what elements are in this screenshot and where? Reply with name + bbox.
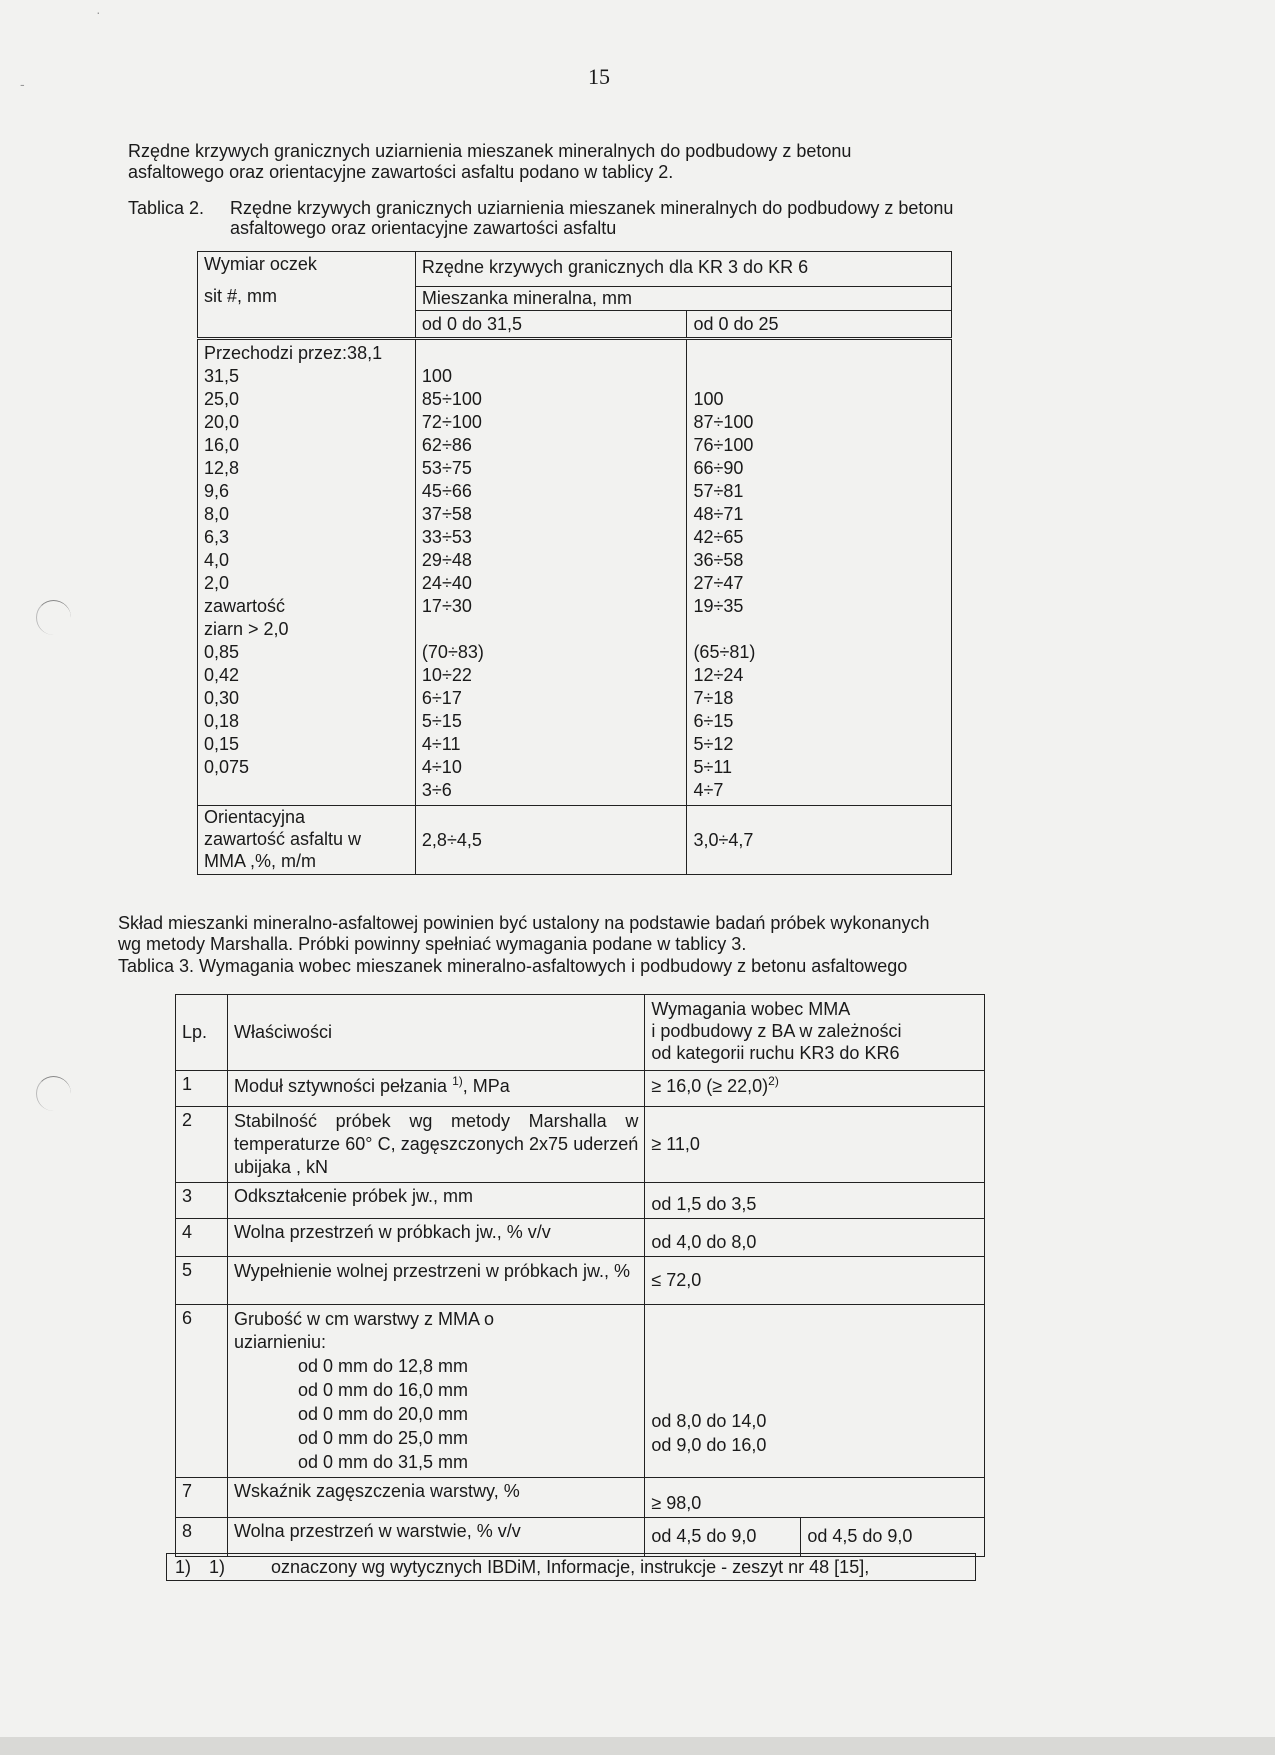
value-cell: 29÷48 <box>421 550 472 570</box>
sieve-cell: 0,85 <box>204 642 240 662</box>
value-cell: 5÷11 <box>693 757 733 777</box>
value-cell: 33÷53 <box>421 527 472 547</box>
value-cell: 42÷65 <box>693 527 744 547</box>
requirement-line: od 9,0 do 16,0 <box>651 1435 767 1455</box>
col-header-25: od 0 do 25 <box>687 311 952 339</box>
sieve-header-cell <box>198 252 416 339</box>
value-cell: 6÷17 <box>421 688 462 708</box>
value-cell: 12÷24 <box>693 665 744 685</box>
table-row <box>176 1478 985 1518</box>
requirement-a: od 4,5 do 9,0 <box>645 1518 801 1556</box>
intro-line: Rzędne krzywych granicznych uziarnienia mieszanek mineralnych do podbudowy z betonu <box>128 141 852 161</box>
asphalt-label-line: zawartość asfaltu w <box>204 829 362 849</box>
group-header: Rzędne krzywych granicznych dla KR 3 do KR 6 <box>415 252 951 287</box>
sieve-cell: 25,0 <box>204 389 240 409</box>
value-cell: 100 <box>421 366 452 386</box>
header-req-line: od kategorii ruchu KR3 do KR6 <box>651 1043 900 1063</box>
property-line: uziarnieniu: <box>233 1332 327 1352</box>
header-req-line: Wymagania wobec MMA <box>651 999 851 1019</box>
footnote-ref: 2) <box>768 1074 779 1088</box>
requirement-text: ≥ 16,0 (≥ 22,0) <box>651 1076 769 1096</box>
gradation-item: od 0 mm do 25,0 mm <box>297 1428 469 1448</box>
asphalt-label-line: MMA ,%, m/m <box>204 851 316 871</box>
footnote-text: oznaczony wg wytycznych IBDiM, Informacje, instrukcje - zeszyt nr 48 [15], <box>271 1557 870 1577</box>
row-requirement: ≥ 11,0 <box>645 1107 985 1183</box>
table-row <box>176 1257 985 1305</box>
gradation-item: od 0 mm do 12,8 mm <box>297 1356 469 1376</box>
row-property <box>227 1305 644 1478</box>
sieve-cell: 9,6 <box>204 481 230 501</box>
value-cell: 19÷35 <box>693 596 744 616</box>
row-lp: 4 <box>176 1219 228 1257</box>
footnote-mark: 1) <box>175 1557 192 1577</box>
value-cell: (70÷83) <box>421 642 484 662</box>
value-cell: 6÷15 <box>693 711 734 731</box>
footnote-ref: 1) <box>452 1074 463 1088</box>
sieve-cell: 12,8 <box>204 458 240 478</box>
row-lp: 1 <box>176 1071 228 1107</box>
row-property: Wolna przestrzeń w warstwie, % v/v <box>227 1518 644 1557</box>
value-cell: 10÷22 <box>421 665 472 685</box>
punch-hole-mark <box>36 1076 71 1111</box>
scan-speck: - <box>20 76 25 92</box>
row-requirement <box>645 1518 985 1557</box>
row-property <box>227 1071 644 1107</box>
value-cell: 76÷100 <box>693 435 754 455</box>
requirement-b: od 4,5 do 9,0 <box>807 1526 913 1546</box>
row-lp: 8 <box>176 1518 228 1557</box>
subgroup-header: Mieszanka mineralna, mm <box>415 287 951 311</box>
sieve-cell: 0,075 <box>204 757 250 777</box>
row-lp: 2 <box>176 1107 228 1183</box>
footnote-mark: 1) <box>209 1557 226 1577</box>
caption-line: asfaltowego oraz orientacyjne zawartości asfaltu <box>230 218 617 238</box>
row-requirement <box>645 1071 985 1107</box>
sieve-cell: 0,42 <box>204 665 240 685</box>
value-cell: 72÷100 <box>421 412 482 432</box>
punch-hole-mark <box>36 600 71 635</box>
value-cell: 3÷6 <box>421 780 452 800</box>
requirement-line: od 8,0 do 14,0 <box>651 1411 767 1431</box>
header-requirements <box>645 995 985 1071</box>
row-requirement: ≤ 72,0 <box>645 1257 985 1305</box>
footnote <box>166 1553 976 1581</box>
table-2 <box>197 251 952 875</box>
value-cell: 48÷71 <box>693 504 744 524</box>
caption-line: Rzędne krzywych granicznych uziarnienia mieszanek mineralnych do podbudowy z betonu <box>230 198 954 218</box>
intro-paragraph <box>128 141 851 183</box>
values-col-31-5 <box>415 339 687 806</box>
sieve-cell: 8,0 <box>204 504 230 524</box>
property-line: Grubość w cm warstwy z MMA o <box>233 1309 494 1329</box>
value-cell: 17÷30 <box>421 596 472 616</box>
table-3 <box>175 994 985 1557</box>
row-property: Wskaźnik zagęszczenia warstwy, % <box>227 1478 644 1518</box>
table-row <box>176 1305 985 1478</box>
property-unit: , MPa <box>462 1076 510 1096</box>
sieve-header-line: sit #, mm <box>204 286 278 306</box>
value-cell: 7÷18 <box>693 688 734 708</box>
table-row <box>176 1219 985 1257</box>
row-lp: 5 <box>176 1257 228 1305</box>
scan-edge <box>0 1737 1275 1755</box>
sieve-cell: 2,0 <box>204 573 230 593</box>
middle-line: Skład mieszanki mineralno-asfaltowej powinien być ustalony na podstawie badań próbek wykonanych <box>118 913 930 933</box>
asphalt-label <box>198 806 416 875</box>
asphalt-value-31-5: 2,8÷4,5 <box>415 806 687 875</box>
value-cell: 100 <box>693 389 724 409</box>
table-row <box>176 1107 985 1183</box>
page-number: 15 <box>588 64 610 89</box>
value-cell: 37÷58 <box>421 504 472 524</box>
sieve-cell: 6,3 <box>204 527 230 547</box>
value-cell: 4÷11 <box>421 734 461 754</box>
table-row <box>176 1071 985 1107</box>
table3-caption: Tablica 3. Wymagania wobec mieszanek mineralno-asfaltowych i podbudowy z betonu asfaltowego <box>118 956 908 976</box>
header-property: Właściwości <box>227 995 644 1071</box>
row-requirement: od 1,5 do 3,5 <box>645 1183 985 1219</box>
sieve-cell: 0,18 <box>204 711 240 731</box>
gradation-item: od 0 mm do 16,0 mm <box>297 1380 469 1400</box>
row-lp: 6 <box>176 1305 228 1478</box>
middle-line: wg metody Marshalla. Próbki powinny spełniać wymagania podane w tablicy 3. <box>118 934 747 954</box>
sieve-cell: 0,15 <box>204 734 240 754</box>
table2-caption <box>230 198 953 238</box>
sieve-list <box>198 339 416 806</box>
table-row <box>176 1183 985 1219</box>
sieve-cell: zawartość <box>204 596 286 616</box>
sieve-cell: Przechodzi przez:38,1 <box>204 343 383 363</box>
row-property: Wolna przestrzeń w próbkach jw., % v/v <box>227 1219 644 1257</box>
row-requirement: ≥ 98,0 <box>645 1478 985 1518</box>
value-cell: 85÷100 <box>421 389 482 409</box>
sieve-cell: 16,0 <box>204 435 240 455</box>
intro-line: asfaltowego oraz orientacyjne zawartości asfaltu podano w tablicy 2. <box>128 162 674 182</box>
sieve-cell: 20,0 <box>204 412 240 432</box>
sieve-header-line: Wymiar oczek <box>204 254 317 274</box>
values-col-25 <box>687 339 952 806</box>
row-requirement: od 4,0 do 8,0 <box>645 1219 985 1257</box>
header-req-line: i podbudowy z BA w zależności <box>651 1021 902 1041</box>
row-lp: 3 <box>176 1183 228 1219</box>
sieve-cell: 31,5 <box>204 366 240 386</box>
property-text: Moduł sztywności pełzania <box>233 1076 453 1096</box>
table-row <box>176 1518 985 1557</box>
sieve-cell: 4,0 <box>204 550 230 570</box>
row-property: Odkształcenie próbek jw., mm <box>227 1183 644 1219</box>
col-header-31-5: od 0 do 31,5 <box>415 311 687 339</box>
scan-speck: · <box>96 4 101 20</box>
value-cell: 62÷86 <box>421 435 472 455</box>
value-cell: 87÷100 <box>693 412 754 432</box>
value-cell: (65÷81) <box>693 642 756 662</box>
asphalt-label-line: Orientacyjna <box>204 807 306 827</box>
sieve-cell: ziarn > 2,0 <box>204 619 289 639</box>
header-lp: Lp. <box>176 995 228 1071</box>
row-property: Wypełnienie wolnej przestrzeni w próbkach jw., % <box>227 1257 644 1305</box>
row-requirement <box>645 1305 985 1478</box>
value-cell: 53÷75 <box>421 458 472 478</box>
value-cell: 5÷12 <box>693 734 734 754</box>
gradation-item: od 0 mm do 31,5 mm <box>297 1452 469 1472</box>
value-cell: 24÷40 <box>421 573 472 593</box>
value-cell: 66÷90 <box>693 458 744 478</box>
value-cell: 36÷58 <box>693 550 744 570</box>
row-property: Stabilność próbek wg metody Marshalla w temperaturze 60° C, zagęszczonych 2x75 uderzeń ubijaka , kN <box>227 1107 644 1183</box>
sieve-cell: 0,30 <box>204 688 240 708</box>
gradation-item: od 0 mm do 20,0 mm <box>297 1404 469 1424</box>
row-lp: 7 <box>176 1478 228 1518</box>
table2-caption-label: Tablica 2. <box>128 198 205 218</box>
asphalt-value-25: 3,0÷4,7 <box>687 806 952 875</box>
value-cell: 4÷10 <box>421 757 462 777</box>
value-cell: 4÷7 <box>693 780 724 800</box>
value-cell: 45÷66 <box>421 481 472 501</box>
value-cell: 27÷47 <box>693 573 744 593</box>
value-cell: 5÷15 <box>421 711 462 731</box>
middle-paragraph <box>118 913 929 955</box>
value-cell: 57÷81 <box>693 481 744 501</box>
